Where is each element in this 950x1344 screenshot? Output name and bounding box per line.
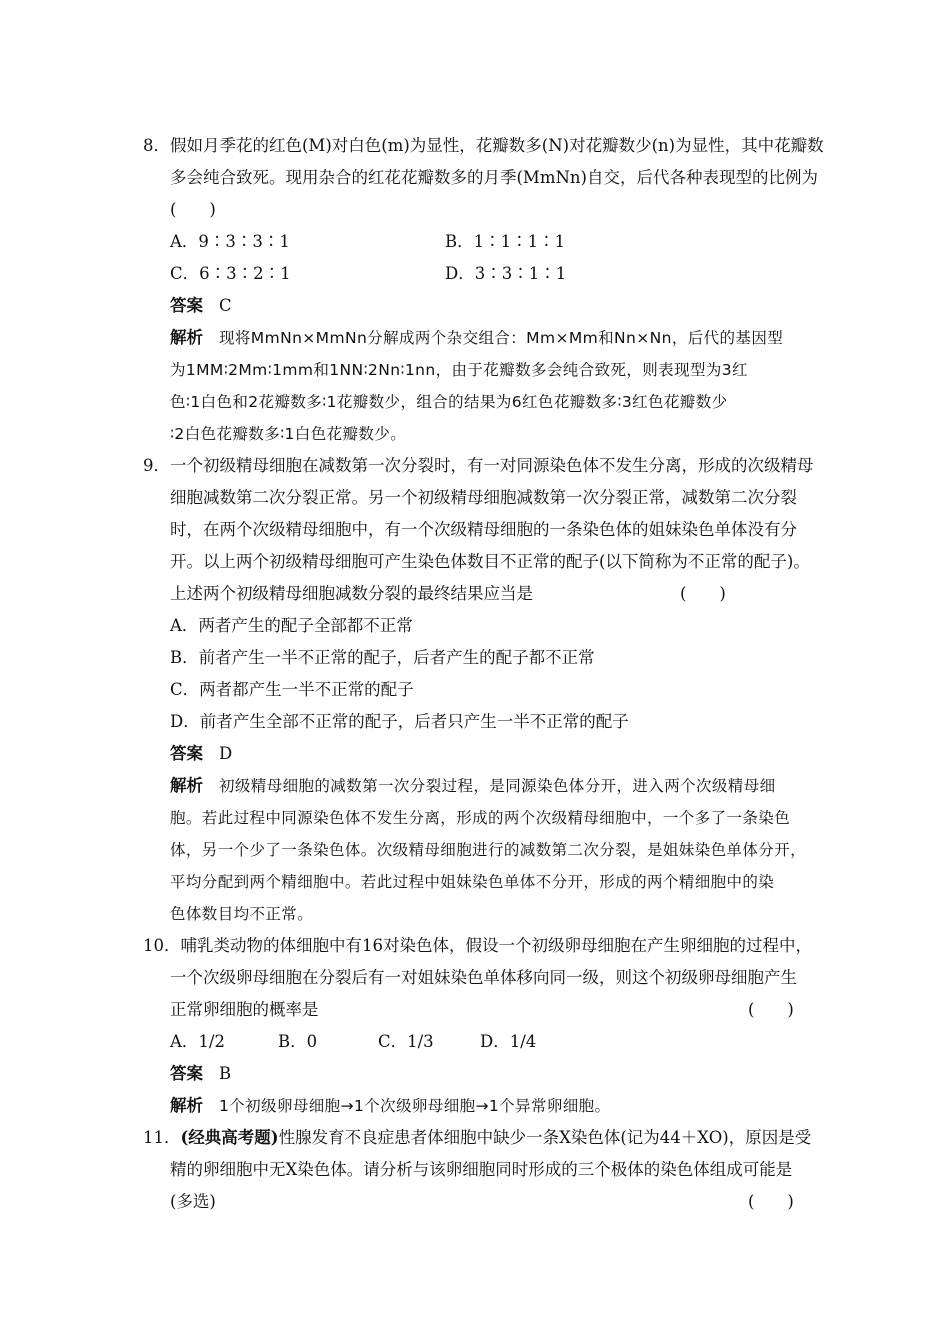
q9-option-b: B．前者产生一半不正常的配子，后者产生的配子都不正常 (170, 648, 595, 667)
q8-option-a: A．9∶3∶3∶1 (170, 232, 290, 251)
q8-explain-line-1 (170, 328, 783, 348)
q9-stem-line-1: 9．一个初级精母细胞在减数第一次分裂时，有一对同源染色体不发生分离，形成的次级精母 (143, 456, 814, 475)
q9-option-d: D．前者产生全部不正常的配子，后者只产生一半不正常的配子 (170, 712, 629, 731)
answer-value: C (219, 296, 232, 315)
q11-stem-line-2: 精的卵细胞中无X染色体。请分析与该卵细胞同时形成的三个极体的染色体组成可能是 (170, 1160, 793, 1179)
q10-answer-blank: ( ) (748, 1000, 794, 1019)
explain-label: 解析 (170, 776, 203, 795)
q8-answer-blank: ( ) (170, 200, 216, 219)
q11-stem-line-3: (多选) (170, 1192, 216, 1211)
q8-stem-line-1: 8．假如月季花的红色(M)对白色(m)为显性，花瓣数多(N)对花瓣数少(n)为显性，其中花瓣数 (143, 136, 824, 155)
q9-stem-line-4: 开。以上两个初级精母细胞可产生染色体数目不正常的配子(以下简称为不正常的配子)。 (170, 552, 810, 571)
q9-stem-line-3: 时，在两个次级精母细胞中，有一个次级精母细胞的一条染色体的姐妹染色单体没有分 (170, 520, 797, 539)
q10-explain-line-1 (170, 1096, 610, 1116)
q10-stem-line-1: 10．哺乳类动物的体细胞中有16对染色体，假设一个初级卵母细胞在产生卵细胞的过程中， (143, 936, 812, 955)
q10-answer (170, 1064, 231, 1084)
q8-option-c: C．6∶3∶2∶1 (170, 264, 291, 283)
q8-explain-line-4: ∶2白色花瓣数多∶1白色花瓣数少。 (170, 425, 407, 443)
q8-answer (170, 296, 232, 316)
q10-stem-line-2: 一个次级卵母细胞在分裂后有一对姐妹染色单体移向同一级，则这个初级卵母细胞产生 (170, 968, 797, 987)
q10-option-c: C．1/3 (378, 1032, 434, 1051)
q9-explain-line-4: 平均分配到两个精细胞中。若此过程中姐妹染色单体不分开，形成的两个精细胞中的染 (170, 873, 775, 891)
q11-answer-blank: ( ) (748, 1192, 794, 1211)
q10-option-b: B．0 (278, 1032, 318, 1051)
q8-explain-line-2: 为1MM∶2Mm∶1mm和1NN∶2Nn∶1nn，由于花瓣数多会纯合致死，则表现型为3红 (170, 361, 748, 379)
q9-stem-line-2: 细胞减数第二次分裂正常。另一个初级精母细胞减数第一次分裂正常，减数第二次分裂 (170, 488, 797, 507)
q9-option-a: A．两者产生的配子全部都不正常 (170, 616, 413, 635)
q8-option-d: D．3∶3∶1∶1 (445, 264, 567, 283)
answer-label: 答案 (170, 744, 203, 763)
q10-option-d: D．1/4 (480, 1032, 537, 1051)
q8-explain-line-3: 色∶1白色和2花瓣数多∶1花瓣数少，组合的结果为6红色花瓣数多∶3红色花瓣数少 (170, 393, 728, 411)
answer-label: 答案 (170, 1064, 203, 1083)
q9-explain-line-5: 色体数目均不正常。 (170, 905, 314, 923)
q11-stem-text: 性腺发育不良症患者体细胞中缺少一条X染色体(记为44＋XO)，原因是受 (278, 1128, 812, 1147)
q10-stem-line-3: 正常卵细胞的概率是 (170, 1000, 319, 1019)
answer-value: B (219, 1064, 232, 1083)
q11-source-tag: (经典高考题) (180, 1128, 279, 1147)
q11-stem-line-1 (143, 1128, 811, 1148)
q10-option-a: A．1/2 (170, 1032, 225, 1051)
explain-label: 解析 (170, 328, 203, 347)
q11-number: 11． (143, 1128, 181, 1147)
q8-option-b: B．1∶1∶1∶1 (445, 232, 566, 251)
q8-stem-line-2: 多会纯合致死。现用杂合的红花花瓣数多的月季(MmNn)自交，后代各种表现型的比例为 (170, 168, 818, 187)
answer-label: 答案 (170, 296, 203, 315)
q9-explain-line-3: 体，另一个少了一条染色体。次级精母细胞进行的减数第二次分裂，是姐妹染色单体分开， (170, 841, 807, 859)
q9-answer (170, 744, 232, 764)
q9-stem-line-5: 上述两个初级精母细胞减数分裂的最终结果应当是 (170, 584, 533, 603)
q9-answer-blank: ( ) (680, 584, 726, 603)
explain-label: 解析 (170, 1096, 203, 1115)
q9-option-c: C．两者都产生一半不正常的配子 (170, 680, 414, 699)
q9-explain-line-1 (170, 776, 776, 796)
explain-text: 现将MmNn×MmNn分解成两个杂交组合：Mm×Mm和Nn×Nn，后代的基因型 (219, 329, 784, 347)
answer-value: D (219, 744, 233, 763)
explain-text: 1个初级卵母细胞→1个次级卵母细胞→1个异常卵细胞。 (219, 1097, 611, 1115)
q9-explain-line-2: 胞。若此过程中同源染色体不发生分离，形成的两个次级精母细胞中，一个多了一条染色 (170, 809, 791, 827)
explain-text: 初级精母细胞的减数第一次分裂过程，是同源染色体分开，进入两个次级精母细 (219, 777, 776, 795)
